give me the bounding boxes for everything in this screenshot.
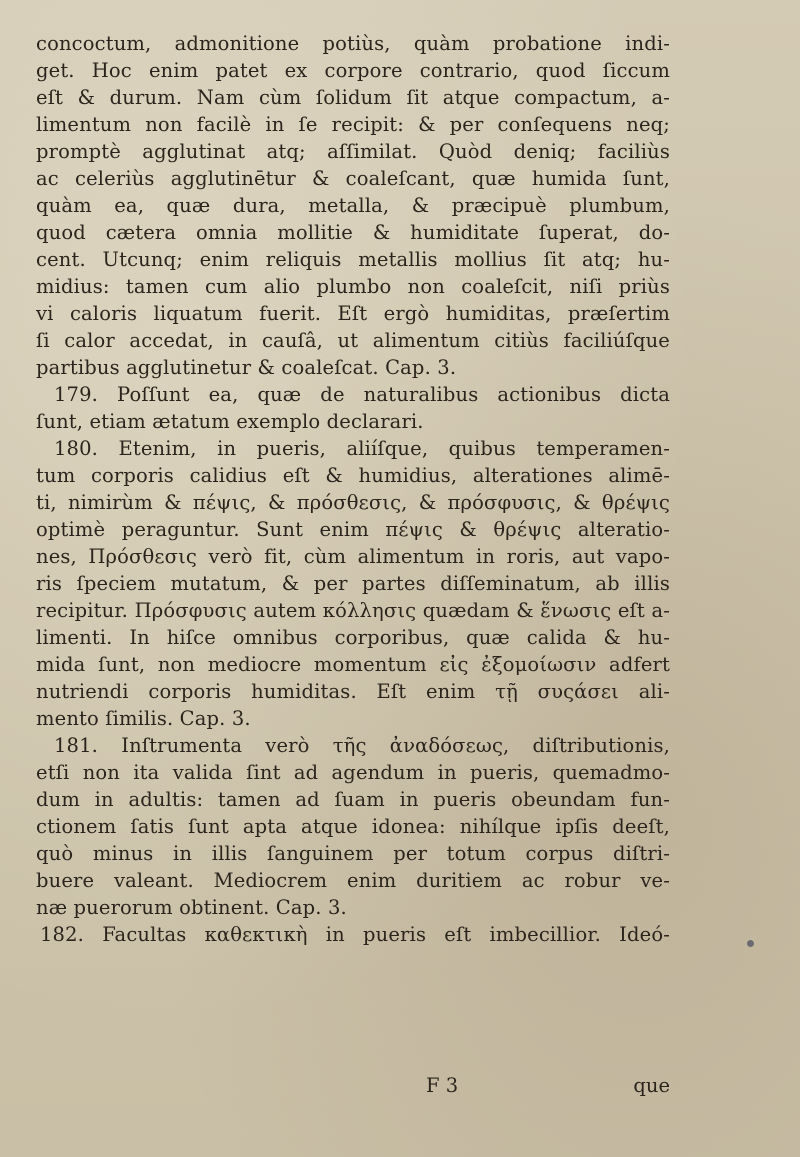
- text-line: recipitur. Πρόσφυσις autem κόλλησις quædam & ἕνωσις eſt a-: [36, 599, 670, 622]
- text-line: concoctum, admonitione potiùs, quàm probatione indi-: [36, 32, 670, 55]
- text-line: get. Hoc enim patet ex corpore contrario, quod ſiccum: [36, 59, 670, 82]
- catchword: que: [633, 1074, 670, 1097]
- text-line: vi caloris liquatum fuerit. Eſt ergò humiditas, præſertim: [36, 302, 670, 325]
- text-line: buere valeant. Mediocrem enim duritiem ac robur ve-: [36, 869, 670, 892]
- text-line: næ puerorum obtinent. Cap. 3.: [36, 896, 347, 919]
- text-line: optimè peraguntur. Sunt enim πέψις & θρέψις alteratio-: [36, 518, 670, 541]
- text-line: ſunt, etiam ætatum exemplo declarari.: [36, 410, 424, 433]
- text-line: tum corporis calidius eſt & humidius, alterationes alimē-: [36, 464, 670, 487]
- text-line: ſi calor accedat, in cauſâ, ut alimentum citiùs faciliúſque: [36, 329, 670, 352]
- text-line: quò minus in illis ſanguinem per totum corpus diſtri-: [36, 842, 670, 865]
- signature-mark: F 3: [426, 1074, 459, 1097]
- text-line: ctionem ſatis ſunt apta atque idonea: nihílque ipſis deeſt,: [36, 815, 670, 838]
- text-line: eſt & durum. Nam cùm ſolidum ſit atque compactum, a-: [36, 86, 670, 109]
- text-line: midius: tamen cum alio plumbo non coaleſcit, niſi priùs: [36, 275, 670, 298]
- text-line: limenti. In hiſce omnibus corporibus, quæ calida & hu-: [36, 626, 670, 649]
- text-line: limentum non facilè in ſe recipit: & per conſequens neq;: [36, 113, 670, 136]
- text-line: nutriendi corporis humiditas. Eſt enim τῇ συςάσει ali-: [36, 680, 670, 703]
- text-line: ti, nimirùm & πέψις, & πρόσθεσις, & πρόσφυσις, & θρέψις: [36, 491, 670, 514]
- text-line: partibus agglutinetur & coaleſcat. Cap. 3.: [36, 356, 457, 379]
- paragraph-179-start: 179. Poſſunt ea, quæ de naturalibus actionibus dicta: [54, 383, 670, 406]
- text-line: nes, Πρόσθεσις verò fit, cùm alimentum in roris, aut vapo-: [36, 545, 670, 568]
- page-text: [36, 30, 670, 948]
- text-line: mento ſimilis. Cap. 3.: [36, 707, 251, 730]
- text-line: dum in adultis: tamen ad ſuam in pueris obeundam fun-: [36, 788, 670, 811]
- paragraph-181-start: 181. Inſtrumenta verò τῆς ἀναδόσεως, diſtributionis,: [54, 734, 670, 757]
- ink-speck: [747, 940, 754, 947]
- text-line: cent. Utcunq; enim reliquis metallis mollius ſit atq; hu-: [36, 248, 670, 271]
- paragraph-180-start: 180. Etenim, in pueris, aliíſque, quibus temperamen-: [54, 437, 670, 460]
- text-line: ris ſpeciem mutatum, & per partes diſſeminatum, ab illis: [36, 572, 670, 595]
- text-line: mida ſunt, non mediocre momentum εἰς ἐξομοίωσιν adfert: [36, 653, 670, 676]
- text-line: quàm ea, quæ dura, metalla, & præcipuè plumbum,: [36, 194, 670, 217]
- page-footer: [36, 1068, 670, 1098]
- text-line: quod cætera omnia mollitie & humiditate ſuperat, do-: [36, 221, 670, 244]
- text-line: promptè agglutinat atq; aſſimilat. Quòd deniq; faciliùs: [36, 140, 670, 163]
- text-line: etſi non ita valida ſint ad agendum in pueris, quemadmo-: [36, 761, 670, 784]
- paragraph-182-start: 182. Facultas καθεκτικὴ in pueris eſt imbecillior. Ideó-: [40, 923, 670, 946]
- text-line: ac celeriùs agglutinētur & coaleſcant, quæ humida ſunt,: [36, 167, 670, 190]
